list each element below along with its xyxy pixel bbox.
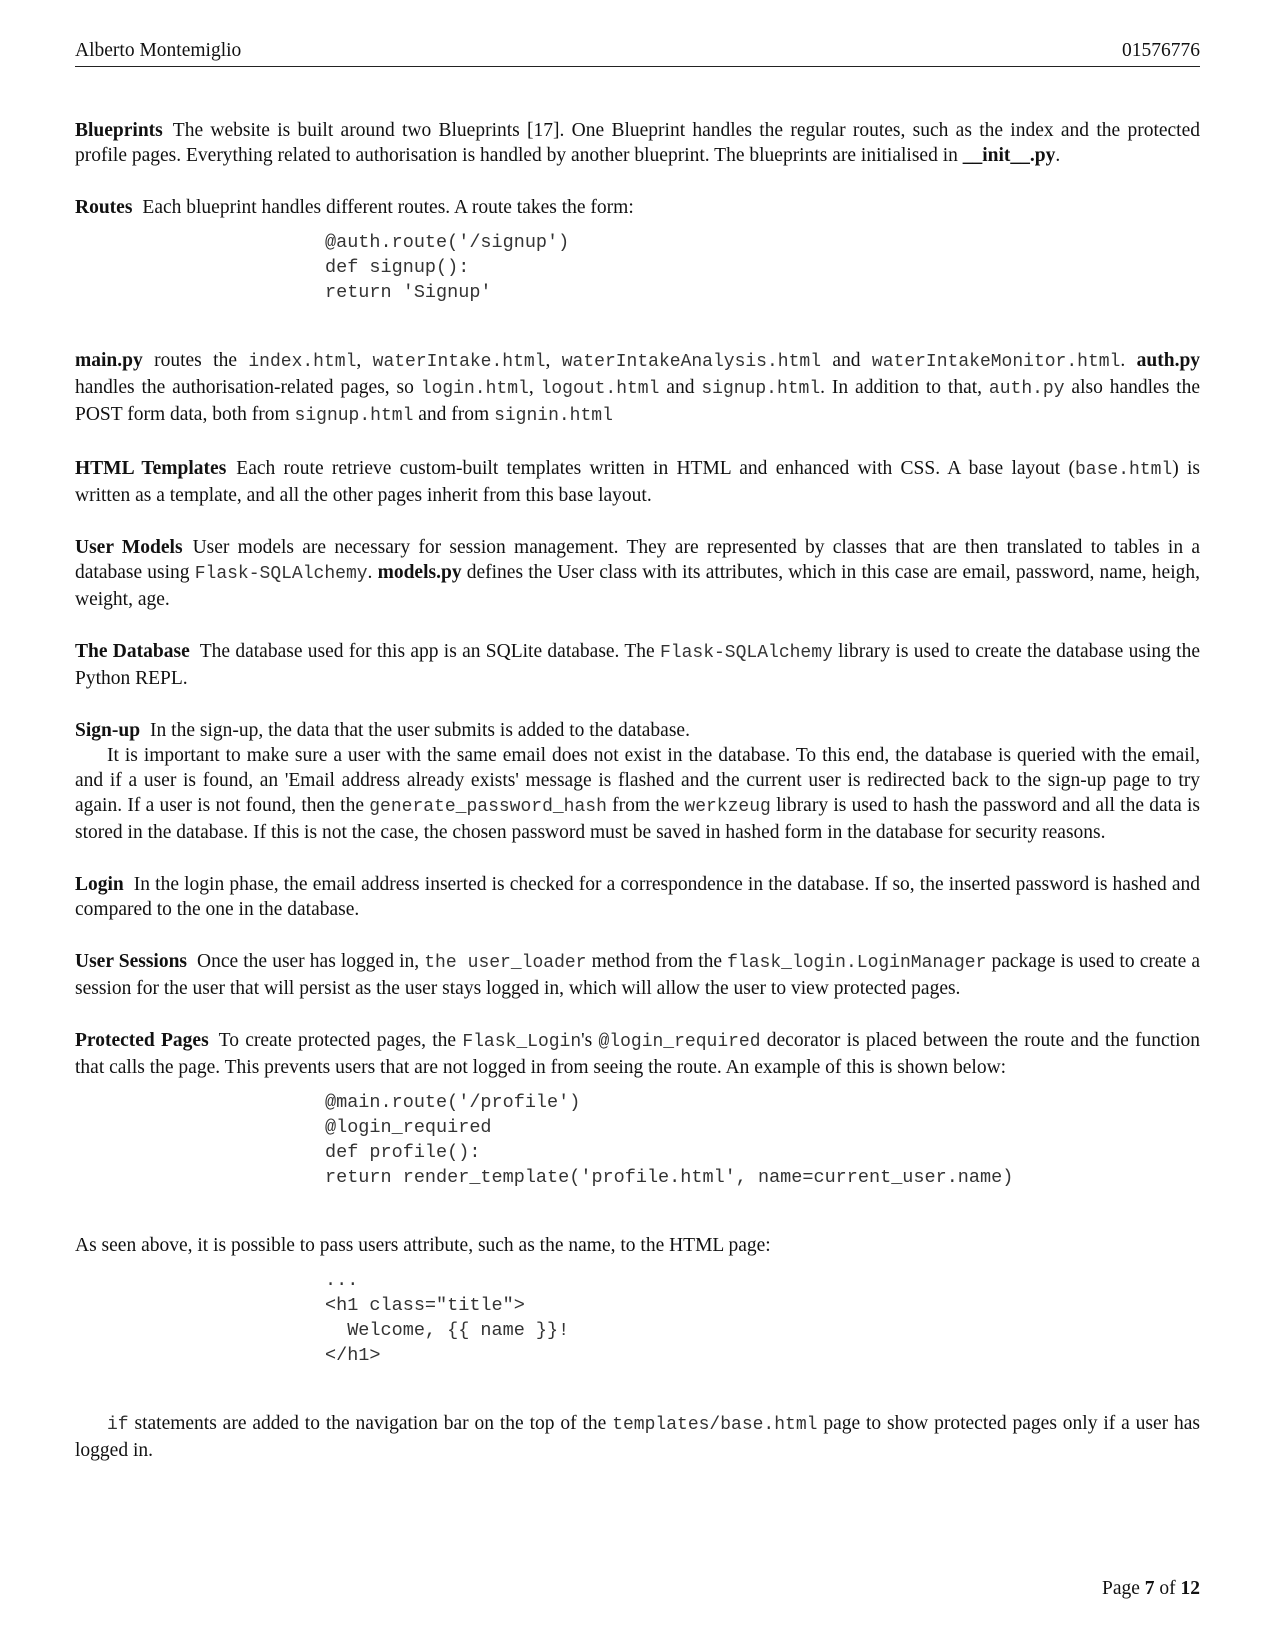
code-block-html-title: ... <h1 class="title"> Welcome, {{ name }}! </h1> <box>325 1270 570 1366</box>
page-content <box>75 118 1200 1490</box>
inline-code: flask_login.LoginManager <box>727 953 987 973</box>
paragraph-mainpy: main.py routes the index.html, waterIntake.html, waterIntakeAnalysis.html and waterIntakeMonitor.html. auth.py handles the authorisation-related pages, so login.html, logout.html and signup.html. In addition to that, auth.py also handles the POST form data, both from signup.html and from signin.html <box>75 350 1201 426</box>
paragraph-models: User Models User models are necessary for session management. They are represented by classes that are then translated to tables in a database using Flask-SQLAlchemy. models.py defines the User class with its attributes, which in this case are email, password, name, heigh, weight, age. <box>75 537 1200 610</box>
paragraph-sessions: User Sessions Once the user has logged in, the user_loader method from the flask_login.LoginManager package is used to create a session for the user that will persist as the user stays logged in, which will allow the user to view protected pages. <box>75 951 1201 999</box>
inline-code: waterIntake.html <box>372 352 546 372</box>
inline-code: base.html <box>1075 460 1173 480</box>
page-header <box>75 38 1200 67</box>
paragraph-blueprints: Blueprints The website is built around two Blueprints [17]. One Blueprint handles the regular routes, such as the index and the protected profile pages. Everything related to authorisation is handled by another blueprint. The blueprints are initialised in __init__.py. <box>75 120 1200 166</box>
heading-models: User Models <box>75 537 183 558</box>
inline-code: Flask-SQLAlchemy <box>194 564 368 584</box>
inline-code: login.html <box>420 379 529 399</box>
heading-routes: Routes <box>75 197 133 218</box>
filename: __init__.py <box>962 145 1056 166</box>
paragraph-protected: Protected Pages To create protected pages, the Flask_Login's @login_required decorator is placed between the route and the function that calls the page. This prevents users that are not logged in from seeing the route. An example of this is shown below: <box>75 1030 1200 1078</box>
inline-code: @login_required <box>598 1032 761 1052</box>
paragraph-signup-detail: It is important to make sure a user with the same email does not exist in the database. To this end, the database is queried with the email, and if a user is found, an 'Email address already exists' message is flashed and the current user is redirected back to the sign-up page to try again. If a user is not found, then the generate_password_hash from the werkzeug library is used to hash the password and all the data is stored in the database. If this is not the case, the chosen password must be saved in hashed form in the database for security reasons. <box>75 745 1201 843</box>
filename: models.py <box>377 562 462 583</box>
paragraph-templates: HTML Templates Each route retrieve custom-built templates written in HTML and enhanced with CSS. A base layout (base.html) is written as a template, and all the other pages inherit from this base layout. <box>75 458 1200 506</box>
paragraph-as-seen: As seen above, it is possible to pass users attribute, such as the name, to the HTML page: <box>75 1235 771 1256</box>
page-number: Page 7 of 12 <box>1101 1578 1200 1599</box>
filename: main.py <box>75 350 143 371</box>
code-block-signup-route: @auth.route('/signup') def signup(): return 'Signup' <box>325 232 570 303</box>
inline-code: auth.py <box>988 379 1065 399</box>
paragraph-database: The Database The database used for this app is an SQLite database. The Flask-SQLAlchemy library is used to create the database using the Python REPL. <box>75 641 1200 689</box>
inline-code: signin.html <box>494 406 613 426</box>
heading-signup: Sign-up <box>75 720 141 741</box>
heading-login: Login <box>75 874 124 895</box>
heading-templates: HTML Templates <box>75 458 227 479</box>
inline-code: index.html <box>248 352 357 372</box>
filename: auth.py <box>1136 350 1201 371</box>
heading-sessions: User Sessions <box>75 951 188 972</box>
inline-code: the user_loader <box>424 953 587 973</box>
paragraph-signup: Sign-up In the sign-up, the data that the user submits is added to the database. <box>75 720 690 741</box>
inline-code: logout.html <box>540 379 660 399</box>
inline-code: signup.html <box>701 379 821 399</box>
code-block-profile-route: @main.route('/profile') @login_required def profile(): return render_template('profile.html', name=current_user.name) <box>325 1092 1014 1188</box>
inline-code: werkzeug <box>684 797 771 817</box>
paragraph-if-statements: if statements are added to the navigation bar on the top of the templates/base.html page to show protected pages only if a user has logged in. <box>75 1413 1201 1461</box>
inline-code: Flask-SQLAlchemy <box>660 643 833 663</box>
inline-code: generate_password_hash <box>369 797 607 817</box>
inline-code: templates/base.html <box>612 1415 818 1435</box>
inline-code: signup.html <box>294 406 414 426</box>
inline-code: Flask_Login <box>462 1032 582 1052</box>
inline-code: if <box>107 1415 129 1435</box>
heading-protected: Protected Pages <box>75 1030 209 1051</box>
paragraph-login: Login In the login phase, the email address inserted is checked for a correspondence in the database. If so, the inserted password is hashed and compared to the one in the database. <box>75 874 1200 920</box>
inline-code: waterIntakeAnalysis.html <box>561 352 821 372</box>
heading-database: The Database <box>75 641 190 662</box>
paragraph-routes: Routes Each blueprint handles different routes. A route takes the form: <box>75 197 634 218</box>
inline-code: waterIntakeMonitor.html <box>871 352 1121 372</box>
heading-blueprints: Blueprints <box>75 120 163 141</box>
author-name: Alberto Montemiglio <box>75 40 242 61</box>
student-id: 01576776 <box>1122 40 1200 61</box>
